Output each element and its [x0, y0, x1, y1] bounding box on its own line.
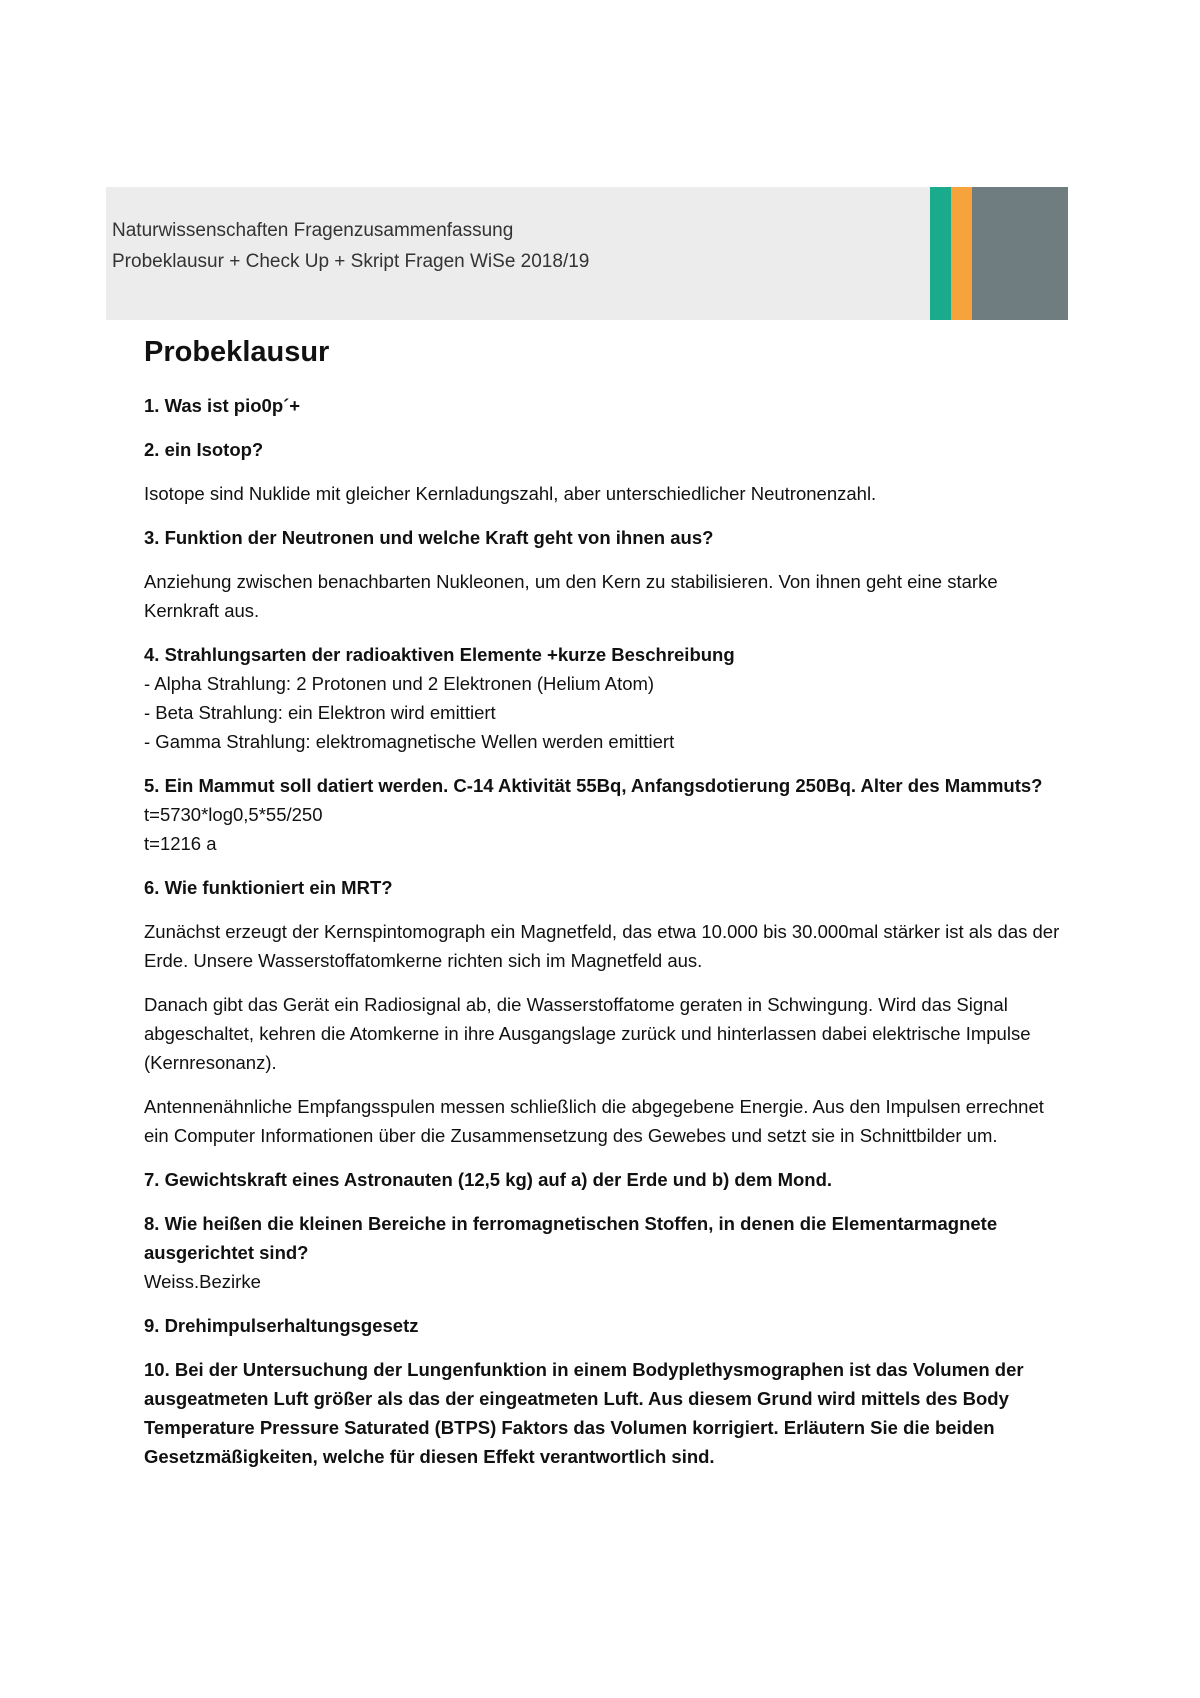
accent-stripe-teal	[930, 187, 951, 320]
answer-text: - Beta Strahlung: ein Elektron wird emittiert	[144, 702, 496, 723]
answer-text: - Gamma Strahlung: elektromagnetische Wellen werden emittiert	[144, 731, 675, 752]
document-header	[106, 187, 930, 320]
question-text: 1. Was ist pio0p´+	[144, 395, 301, 416]
answer-text: Anziehung zwischen benachbarten Nukleonen, um den Kern zu stabilisieren. Von ihnen geht eine starke Kernkraft aus.	[144, 571, 998, 621]
question-text: 3. Funktion der Neutronen und welche Kraft geht von ihnen aus?	[144, 527, 714, 548]
answer-text: t=5730*log0,5*55/250	[144, 804, 323, 825]
question-text: 7. Gewichtskraft eines Astronauten (12,5 kg) auf a) der Erde und b) dem Mond.	[144, 1169, 833, 1190]
question-text: 4. Strahlungsarten der radioaktiven Elemente +kurze Beschreibung	[144, 644, 735, 665]
answer-text: - Alpha Strahlung: 2 Protonen und 2 Elektronen (Helium Atom)	[144, 673, 655, 694]
header-subtitle: Probeklausur + Check Up + Skript Fragen WiSe 2018/19	[112, 251, 590, 272]
answer-text: Isotope sind Nuklide mit gleicher Kernladungszahl, aber unterschiedlicher Neutronenzahl.	[144, 483, 877, 504]
content-blocks	[144, 391, 1064, 1471]
answer-text: Danach gibt das Gerät ein Radiosignal ab, die Wasserstoffatome geraten in Schwingung. Wird das Signal abgeschaltet, kehren die Atomkerne in ihre Ausgangslage zurück und hinterlassen dabei elektrische Impulse (Kernresonanz).	[144, 994, 1031, 1073]
accent-stripe-orange	[951, 187, 972, 320]
document-body	[144, 336, 1064, 1486]
question-text: 9. Drehimpulserhaltungsgesetz	[144, 1315, 419, 1336]
question-text: 2. ein Isotop?	[144, 439, 264, 460]
question-text: 6. Wie funktioniert ein MRT?	[144, 877, 393, 898]
question-text: 8. Wie heißen die kleinen Bereiche in ferromagnetischen Stoffen, in denen die Elementarmagnete ausgerichtet sind?	[144, 1213, 998, 1263]
accent-stripe-gray	[972, 187, 1068, 320]
answer-text: t=1216 a	[144, 833, 217, 854]
answer-text: Weiss.Bezirke	[144, 1271, 261, 1292]
question-text: 5. Ein Mammut soll datiert werden. C-14 Aktivität 55Bq, Anfangsdotierung 250Bq. Alter des Mammuts?	[144, 775, 1043, 796]
question-text: 10. Bei der Untersuchung der Lungenfunktion in einem Bodyplethysmographen ist das Volumen der ausgeatmeten Luft größer als das der eingeatmeten Luft. Aus diesem Grund wird mittels des Body Temperature Pressure Saturated (BTPS) Faktors das Volumen korrigiert. Erläutern Sie die beiden Gesetzmäßigkeiten, welche für diesen Effekt verantwortlich sind.	[144, 1359, 1024, 1467]
answer-text: Zunächst erzeugt der Kernspintomograph ein Magnetfeld, das etwa 10.000 bis 30.000mal stärker ist als das der Erde. Unsere Wasserstoffatomkerne richten sich im Magnetfeld aus.	[144, 921, 1060, 971]
answer-text: Antennenähnliche Empfangsspulen messen schließlich die abgegebene Energie. Aus den Impulsen errechnet ein Computer Informationen über die Zusammensetzung des Gewebes und setzt sie in Schnittbilder um.	[144, 1096, 1044, 1146]
header-title: Naturwissenschaften Fragenzusammenfassung	[112, 220, 514, 241]
page-title: Probeklausur	[144, 336, 330, 368]
